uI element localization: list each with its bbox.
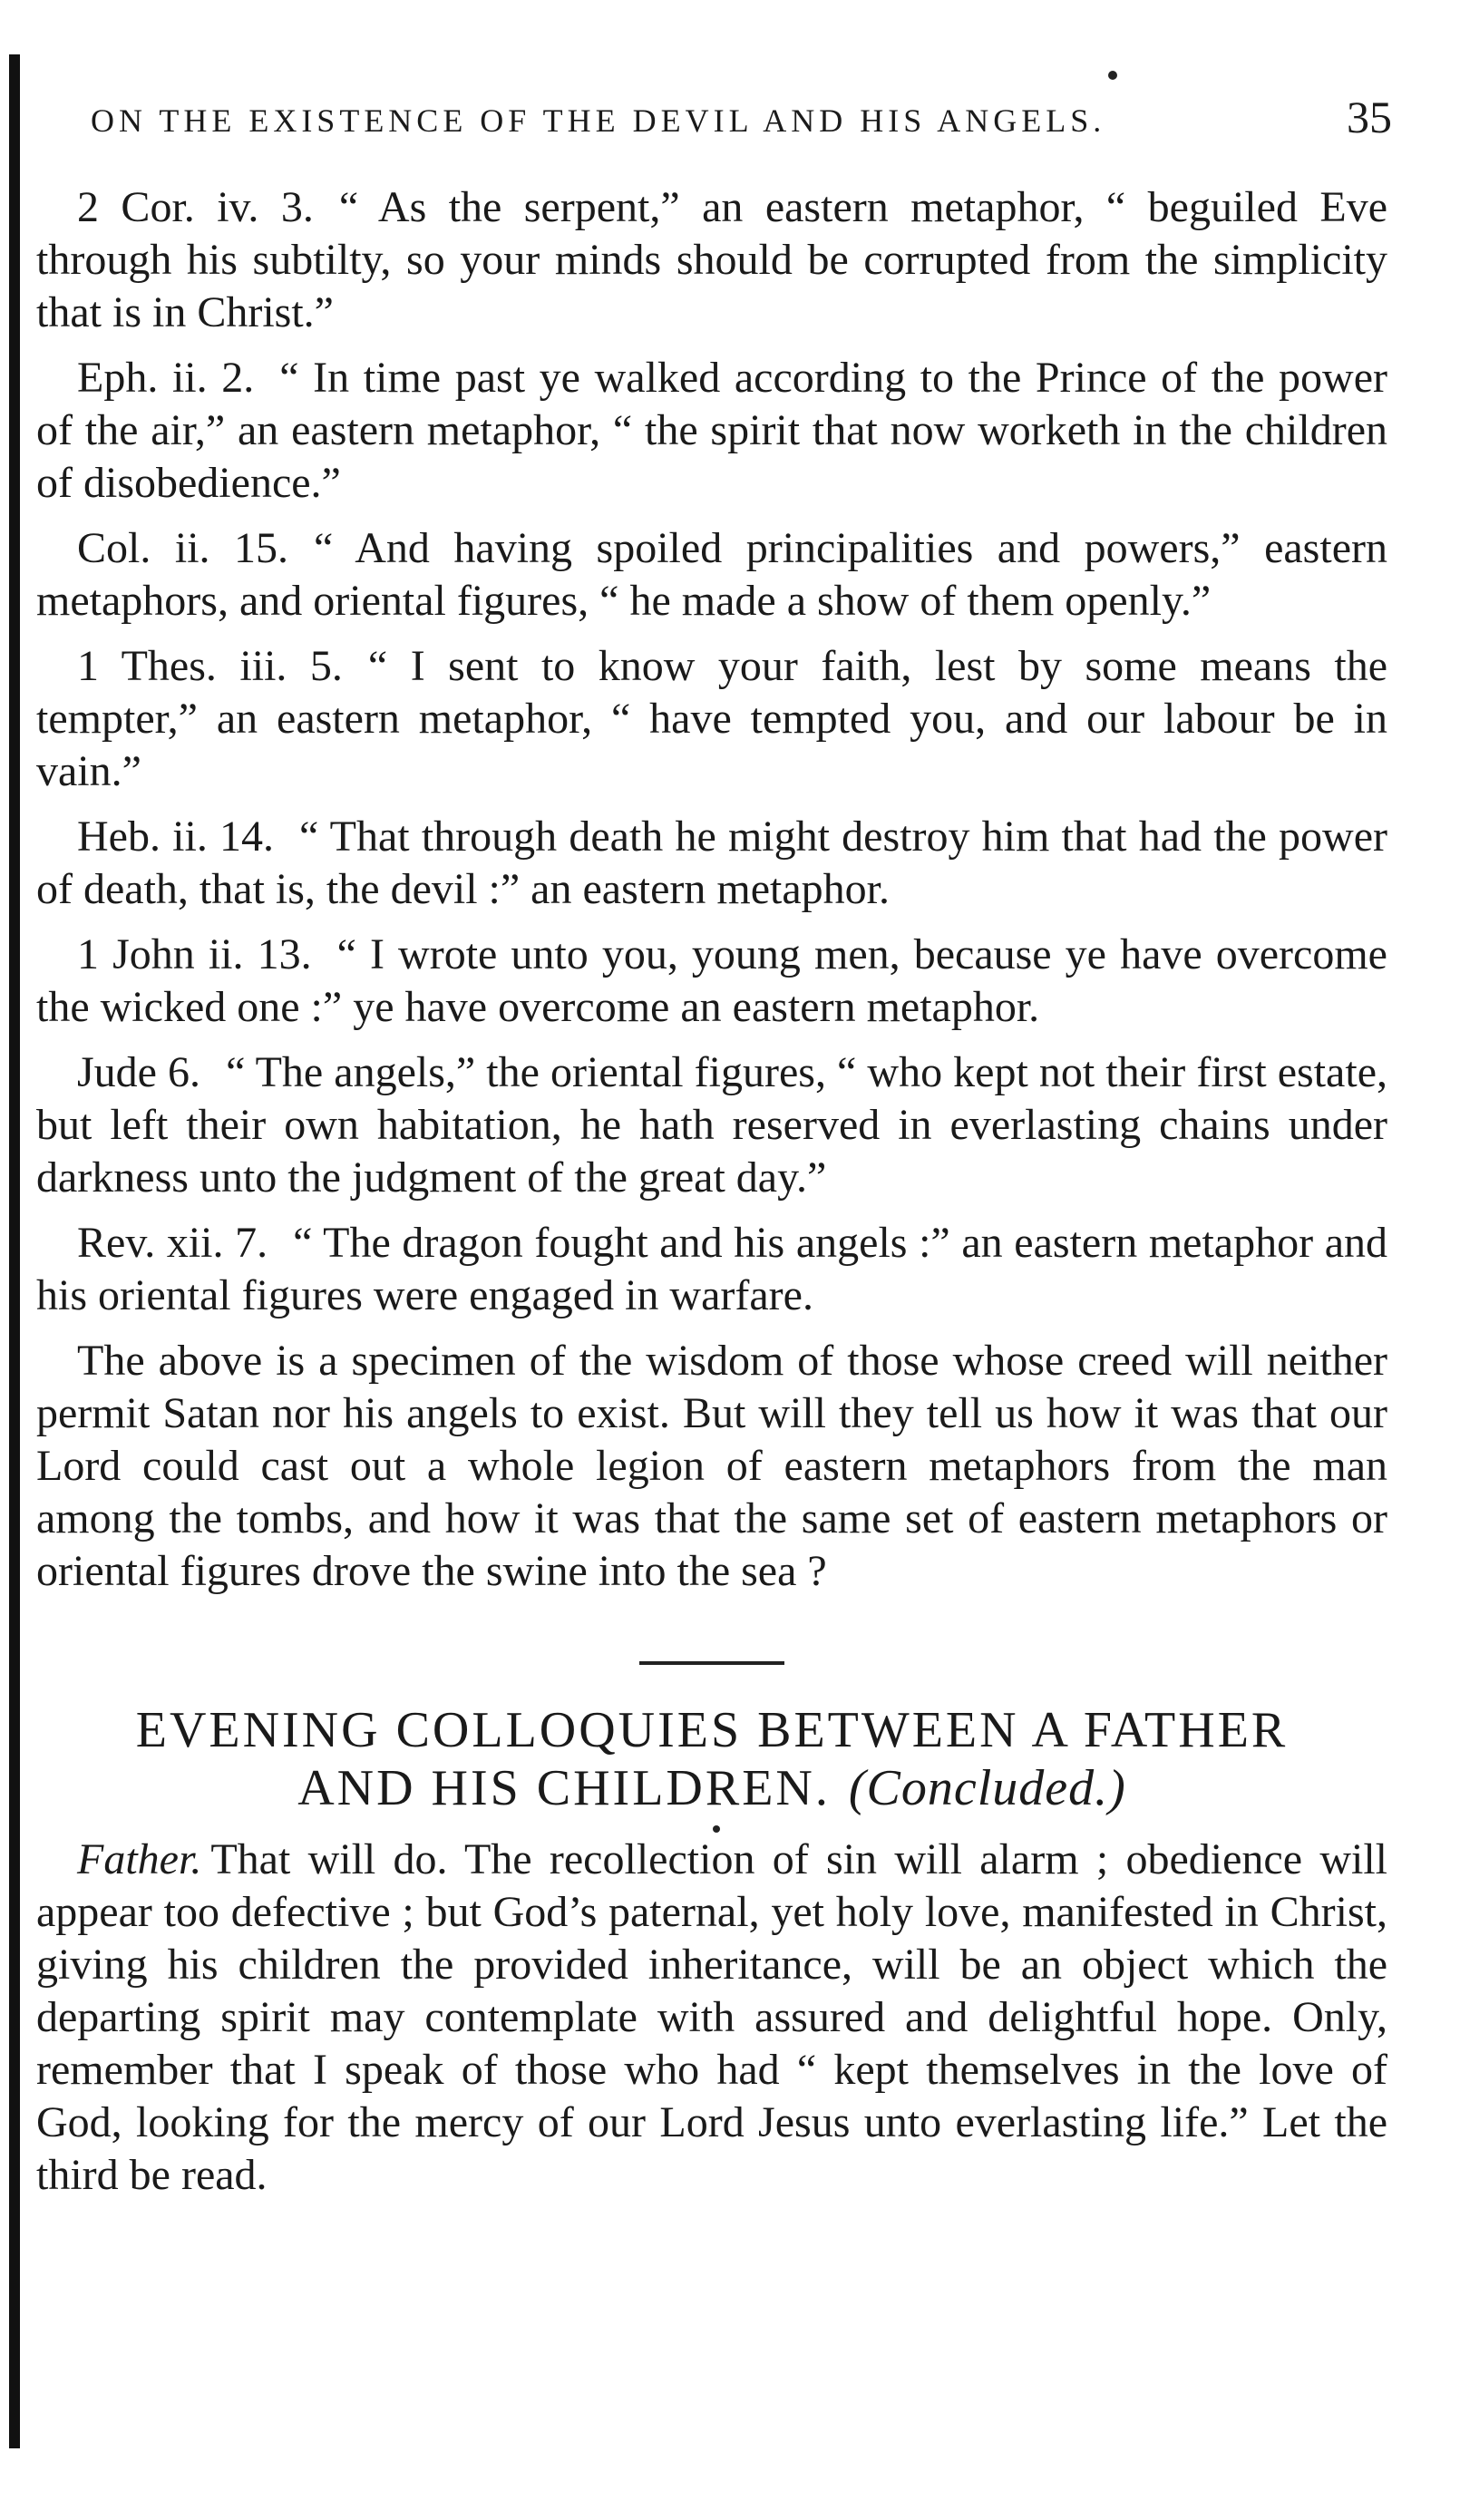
scripture-paragraph (36, 181, 1387, 339)
scripture-paragraph (36, 1217, 1387, 1322)
scripture-reference: Eph. ii. 2. (77, 354, 255, 402)
body-text (36, 181, 1387, 2214)
paragraph-text: “ In time past ye walked according to the Prince of the power of the air,” an eastern metaphor, “ the spirit that now worketh in the children of disobedience.” (36, 354, 1387, 507)
scripture-paragraph (36, 1046, 1387, 1204)
section-heading-line: AND HIS CHILDREN. (297, 1760, 831, 1816)
speaker-name: Father. (77, 1835, 202, 1883)
dialogue-paragraph (36, 1834, 1387, 2202)
paragraph-text: “ As the serpent,” an eastern metaphor, “ beguiled Eve through his subtilty, so your minds should be corrupted from the simplicity that is in Christ.” (36, 183, 1387, 336)
paragraph-text: “ The dragon fought and his angels :” an eastern metaphor and his oriental figures were engaged in warfare. (36, 1219, 1388, 1319)
running-title: ON THE EXISTENCE OF THE DEVIL AND HIS ANGELS. (91, 102, 1106, 139)
paragraph-text: “ I wrote unto you, young men, because ye have overcome the wicked one :” ye have overcome an eastern metaphor. (36, 930, 1387, 1031)
scripture-paragraph (36, 811, 1387, 916)
scripture-reference: 1 John ii. 13. (77, 930, 312, 978)
scripture-paragraph (36, 929, 1387, 1034)
section-heading (36, 1701, 1387, 1817)
scripture-reference: Heb. ii. 14. (77, 812, 275, 861)
scripture-reference: 1 Thes. iii. 5. (77, 642, 343, 690)
scripture-paragraph (36, 522, 1387, 628)
paragraph-text: The above is a specimen of the wisdom of those whose creed will neither permit Satan nor his angels to exist. But will they tell us how it was that our Lord could cast out a whole legion of eastern metaphors from the man among the tombs, and how it was that the same set of eastern metaphors or oriental figures drove the swine into the sea ? (36, 1337, 1387, 1595)
scripture-reference: Rev. xii. 7. (77, 1219, 268, 1267)
paragraph-text: “ And having spoiled principalities and powers,” eastern metaphors, and oriental figures, “ he made a show of them openly.” (36, 524, 1387, 625)
section-heading-line: EVENING COLLOQUIES BETWEEN A FATHER (135, 1702, 1289, 1758)
page-number: 35 (1347, 92, 1392, 142)
binding-edge (9, 54, 20, 2448)
scripture-paragraph (36, 352, 1387, 510)
section-heading-note: (Concluded.) (848, 1760, 1126, 1816)
running-head (50, 91, 1392, 154)
scripture-reference: Col. ii. 15. (77, 524, 289, 572)
paragraph-text: That will do. The recollection of sin will alarm ; obedience will appear too defective ; but God’s paternal, yet holy love, manifested in Christ, giving his children the provided inheritance, will be an object which the departing spirit may contemplate with assured and delightful hope. Only, remember that I speak of those who had “ kept themselves in the love of God, looking for the mercy of our Lord Jesus unto everlasting life.” Let the third be read. (36, 1835, 1387, 2199)
scripture-reference: Jude 6. (77, 1048, 201, 1096)
commentary-paragraph (36, 1335, 1387, 1598)
scripture-reference: 2 Cor. iv. 3. (77, 183, 314, 231)
ink-speck (1108, 71, 1117, 80)
paragraph-text: “ The angels,” the oriental figures, “ who kept not their first estate, but left their own habitation, he hath reserved in everlasting chains under darkness unto the judgment of the great day.” (36, 1048, 1388, 1202)
paragraph-text: “ I sent to know your faith, lest by some means the tempter,” an eastern metaphor, “ have tempted you, and our labour be in vain.” (36, 642, 1388, 795)
section-divider (639, 1661, 784, 1665)
paragraph-text: “ That through death he might destroy him that had the power of death, that is, the devil :” an eastern metaphor. (36, 812, 1388, 913)
scripture-paragraph (36, 640, 1387, 798)
